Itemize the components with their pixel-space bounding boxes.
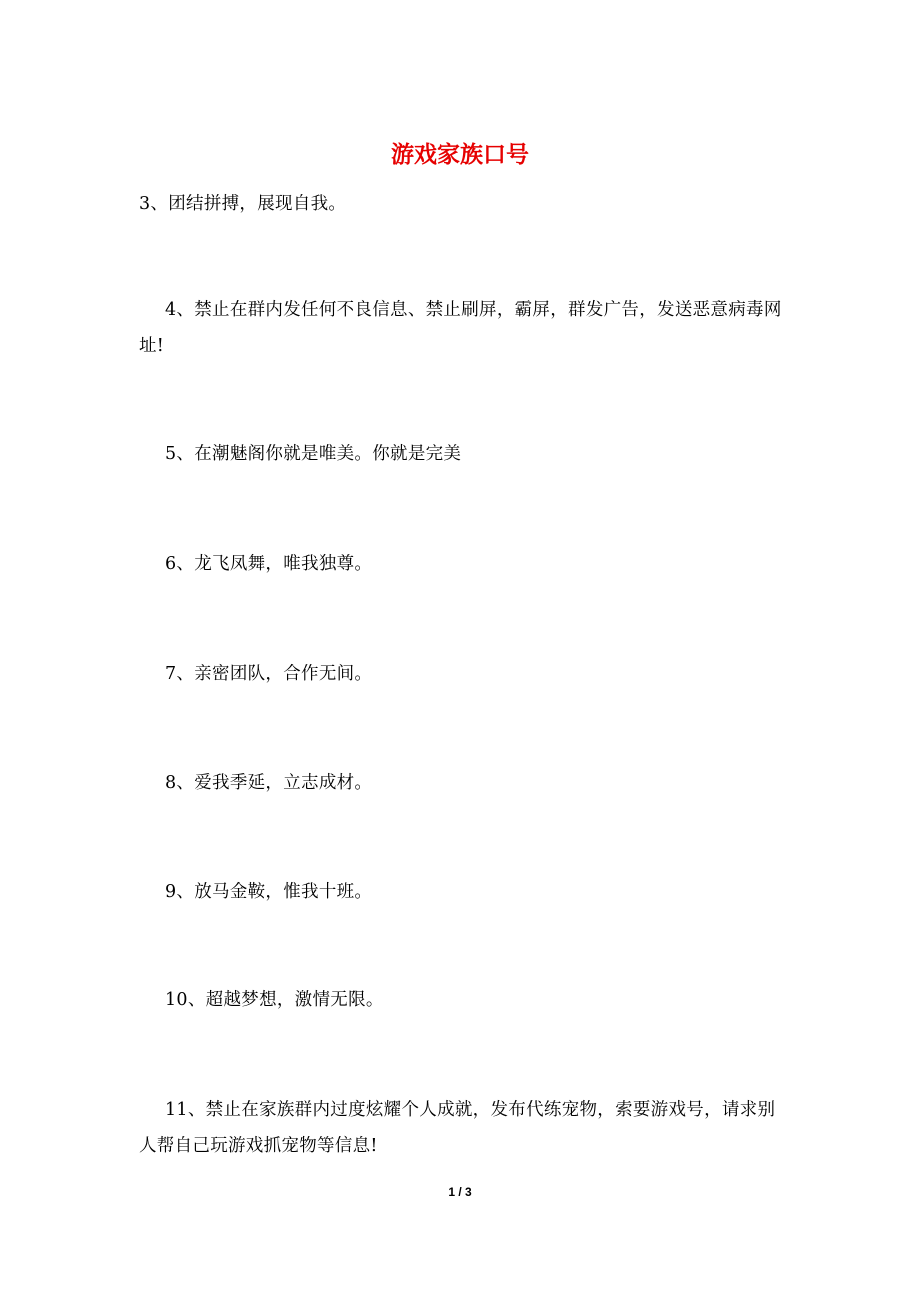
slogan-item-10: 10、超越梦想，激情无限。 [165,990,384,1010]
slogan-item-7: 7、亲密团队，合作无间。 [165,664,373,684]
slogan-item-4: 4、禁止在群内发任何不良信息、禁止刷屏，霸屏，群发广告，发送恶意病毒网址! [139,300,782,356]
slogan-item-6: 6、龙飞凤舞，唯我独尊。 [165,554,373,574]
slogan-item-9: 9、放马金鞍，惟我十班。 [165,882,373,902]
slogan-item-3: 3、团结拼搏，展现自我。 [139,194,347,214]
slogan-item-11: 11、禁止在家族群内过度炫耀个人成就，发布代练宠物，索要游戏号，请求别人帮自己玩游戏抓宠物等信息! [139,1100,776,1156]
page-number: 1 / 3 [448,1185,472,1199]
document-title: 游戏家族口号 [391,141,529,168]
slogan-item-5: 5、在潮魅阁你就是唯美。你就是完美 [165,444,462,464]
slogan-item-8: 8、爱我季延，立志成材。 [165,773,373,793]
